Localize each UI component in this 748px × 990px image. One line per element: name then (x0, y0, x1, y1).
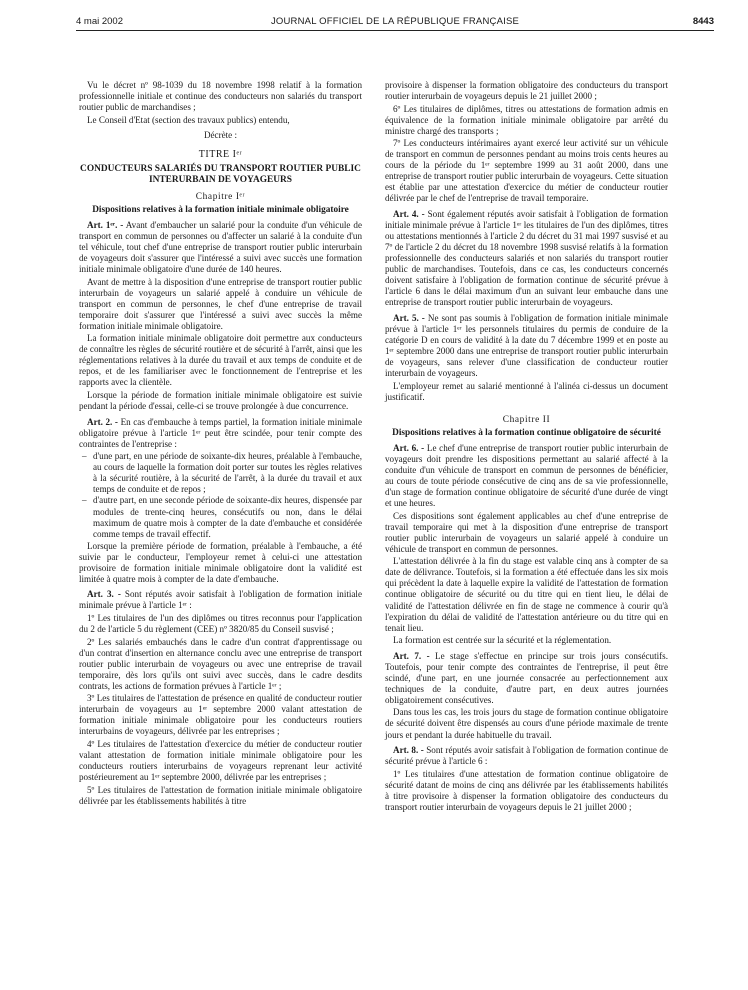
article-label: Art. 7. - (393, 650, 430, 661)
titre-label: TITRE Iᵉʳ (198, 148, 243, 160)
chapitre-label: Chapitre II (502, 414, 551, 425)
article-paragraph: Art. 6. - Le chef d'une entreprise de transport routier public interurbain de voyageurs doit prendre les dispositions permettant au salarié affecté à la conduite d'un véhicule de transport en commun de personnes de bénéficier, au cours de toute période consécutive de cinq ans de sa vie professionnelle, d'un stage de formation continue obligatoire de sécurité d'une durée de vingt et une heures. (385, 442, 668, 509)
publication-date: 4 mai 2002 (76, 16, 124, 27)
article-label: Art. 8. - (393, 745, 424, 756)
paragraph: Dans tous les cas, les trois jours du stage de formation continue obligatoire de sécurité doivent être dispensés au cours d'une période maximale de trente jours et pendant la durée habituelle du travail. (385, 707, 668, 740)
paragraph: L'employeur remet au salarié mentionné à l'alinéa ci-dessus un document justificatif. (385, 380, 668, 402)
paragraph: Lorsque la période de formation initiale minimale obligatoire est suivie pendant la période d'essai, celle-ci se trouve prolongée à due concurrence. (79, 390, 362, 412)
article-paragraph: Art. 2. - En cas d'embauche à temps partiel, la formation initiale minimale obligatoire prévue à l'article 1ᵉʳ peut être scindée, pour tenir compte des contraintes de l'entreprise : (79, 416, 362, 449)
article-label: Art. 6. - (393, 442, 425, 453)
paragraph: 5º Les titulaires de l'attestation de formation initiale minimale obligatoire délivrée par les établissements habilités à titre (79, 784, 362, 806)
article-paragraph: Art. 7. - Le stage s'effectue en principe sur trois jours consécutifs. Toutefois, pour tenir compte des contraintes de l'entreprise, il peut être scindé, d'une part, en une journée consacrée au perfectionnement aux techniques de la conduite, d'autre part, en deux autres journées obligatoirement consécutives. (385, 650, 668, 705)
titre-heading: CONDUCTEURS SALARIÉS DU TRANSPORT ROUTIER PUBLIC INTERURBAIN DE VOYAGEURS (80, 163, 361, 185)
dash-list (79, 451, 362, 539)
paragraph: 1º Les titulaires d'une attestation de formation continue obligatoire de sécurité datant de moins de cinq ans délivrée par les établissements habilités à titre provisoire à dispenser la formation obligatoire des conducteurs du transport routier interurbain de voyageurs depuis le 21 juillet 2000 ; (385, 768, 668, 812)
paragraph: Vu le décret nº 98-1039 du 18 novembre 1998 relatif à la formation professionnelle initiale et continue des conducteurs non salariés du transport routier public de marchandises ; (79, 80, 362, 113)
paragraph: L'attestation délivrée à la fin du stage est valable cinq ans à compter de sa date de délivrance. Toutefois, si la formation a été effectuée dans les six mois qui précèdent la date à laquelle expire la validité de l'attestation de formation continue obligatoire de sécurité ou du titre qui en tient lieu, le délai de validité de l'attestation délivrée en fin de stage ne commence à courir qu'à l'expiration du délai de validité de l'attestation antérieure ou du titre qui en tenait lieu. (385, 556, 668, 633)
paragraph: Lorsque la première période de formation, préalable à l'embauche, a été suivie par le conducteur, l'employeur remet à celui-ci une attestation provisoire de formation initiale minimale obligatoire dont la validité est limitée à quatre mois à compter de la date d'embauche. (79, 540, 362, 584)
article-paragraph: Art. 3. - Sont réputés avoir satisfait à l'obligation de formation initiale minimale prévue à l'article 1ᵉʳ : (79, 589, 362, 611)
paragraph: 3º Les titulaires de l'attestation de présence en qualité de conducteur routier interurbain de voyageurs au 1ᵉʳ septembre 2000 valant attestation de formation initiale minimale obligatoire pour les conducteurs routiers interurbains de voyageurs, délivrée par les entreprises ; (79, 693, 362, 737)
article-label: Art. 1ᵉʳ. - (87, 219, 124, 230)
paragraph: Le Conseil d'Etat (section des travaux publics) entendu, (87, 114, 290, 125)
article-label: Art. 2. - (87, 416, 118, 427)
chapitre-heading: Dispositions relatives à la formation continue obligatoire de sécurité (392, 427, 661, 438)
paragraph: 4º Les titulaires de l'attestation d'exercice du métier de conducteur routier valant attestation de formation initiale minimale obligatoire pour les conducteurs routiers interurbains de voyageurs reprenant leur activité postérieurement au 1ᵉʳ septembre 2000, délivrée par les entreprises ; (79, 738, 362, 783)
header-rule (76, 30, 714, 31)
paragraph: Avant de mettre à la disposition d'une entreprise de transport routier public interurbain de voyageurs un salarié appelé à conduire un véhicule de transport en commun de personnes, le chef d'une entreprise de travail temporaire doit s'assurer que l'intéressé a suivi avec succès la même formation initiale minimale obligatoire. (79, 276, 362, 331)
paragraph: 7º Les conducteurs intérimaires ayant exercé leur activité sur un véhicule de transport en commun de personnes pendant au moins trois cents heures au cours de la période du 1ᵉʳ septembre 1999 au 31 août 2000, dans une entreprise de transport routier public interurbain de voyageurs. Cette situation est établie par une attestation d'exercice du métier de conducteur routier délivrée par le chef de l'entreprise de travail temporaire. (385, 138, 668, 204)
decrete-line: Décrète : (203, 129, 238, 140)
article-paragraph: Art. 1ᵉʳ. - Avant d'embaucher un salarié pour la conduite d'un véhicule de transport en commun de personnes ou d'affecter un salarié à la conduite d'un tel véhicule, tout chef d'une entreprise de transport routier public interurbain de voyageurs doit s'assurer que l'intéressé a suivi avec succès une formation initiale minimale obligatoire d'une durée de 140 heures. (79, 219, 362, 275)
page-number: 8443 (692, 16, 714, 27)
left-column (79, 80, 362, 808)
article-paragraph: Art. 4. - Sont également réputés avoir satisfait à l'obligation de formation initiale minimale prévue à l'article 1ᵉʳ les titulaires de l'un des diplômes, titres ou attestations mentionnés à l'article 2 du décret du 31 mai 1997 susvisé et au 7º de l'article 2 du décret du 18 novembre 1998 susvisé relatifs à la formation professionnelle des conducteurs salariés et non salariés du transport routier public de marchandises. Toutefois, dans ce cas, les conducteurs concernés doivent satisfaire à l'obligation de formation continue de sécurité prévue à l'article 6 dans le délai maximum d'un an suivant leur embauche dans une entreprise de transport routier public interurbain de voyageurs. (385, 209, 668, 308)
article-label: Art. 4. - (393, 209, 425, 220)
page-header (76, 14, 714, 30)
article-label: Art. 5. - (393, 312, 425, 323)
list-item: – d'autre part, en une seconde période de soixante-dix heures, dispensée par modules de trente-cinq heures, consécutifs ou non, dans le délai maximum de quatre mois à compter de la date d'embauche et considérée comme temps de travail effectif. (93, 495, 362, 539)
list-item: – d'une part, en une période de soixante-dix heures, préalable à l'embauche, au cours de laquelle la formation doit porter sur toutes les règles relatives à la sécurité routière, à la sécurité de l'arrêt, à la durée du travail et aux temps de conduite et de repos ; (93, 451, 362, 495)
article-paragraph: Art. 8. - Sont réputés avoir satisfait à l'obligation de formation continue de sécurité prévue à l'article 6 : (385, 745, 668, 767)
chapitre-label: Chapitre Iᵉʳ (195, 191, 246, 202)
paragraph: 2º Les salariés embauchés dans le cadre d'un contrat d'apprentissage ou d'un contrat d'insertion en alternance conclu avec une entreprise de transport routier public interurbain de voyageurs ou avec une entreprise de travail temporaire, dès lors qu'ils ont suivi avec succès, dans le cadre desdits contrats, les actions de formation prévues à l'article 1ᵉʳ ; (79, 636, 362, 691)
right-column (385, 80, 668, 814)
paragraph: Ces dispositions sont également applicables au chef d'une entreprise de travail temporaire qui met à la disposition d'une entreprise de transport routier public interurbain de voyageurs un salarié appelé à conduire un véhicule de transport en commun de personnes. (385, 510, 668, 554)
journal-title: JOURNAL OFFICIEL DE LA RÉPUBLIQUE FRANÇAISE (270, 16, 520, 27)
paragraph: 1º Les titulaires de l'un des diplômes ou titres reconnus pour l'application du 2 de l'article 5 du règlement (CEE) nº 3820/85 du Conseil susvisé ; (79, 612, 362, 634)
chapitre-heading: Dispositions relatives à la formation initiale minimale obligatoire (92, 204, 349, 215)
article-label: Art. 3. - (87, 589, 121, 600)
paragraph: La formation initiale minimale obligatoire doit permettre aux conducteurs de connaître les règles de sécurité routière et de sécurité à l'arrêt, ainsi que les réglementations relatives à la durée du travail et aux temps de conduite et de repos, et de les familiariser avec le fonctionnement de l'entreprise et les rapports avec la clientèle. (79, 333, 362, 388)
article-paragraph: Art. 5. - Ne sont pas soumis à l'obligation de formation initiale minimale prévue à l'article 1ᵉʳ les personnels titulaires du permis de conduire de la catégorie D en cours de validité à la date du 7 décembre 1999 et en poste au 1ᵉʳ septembre 2000 dans une entreprise de transport routier public interurbain de voyageurs, sans relever d'une classification de conducteur routier interurbain de voyageurs. (385, 312, 668, 379)
paragraph: La formation est centrée sur la sécurité et la réglementation. (393, 635, 612, 646)
paragraph: provisoire à dispenser la formation obligatoire des conducteurs du transport routier interurbain de voyageurs depuis le 21 juillet 2000 ; (385, 80, 668, 102)
paragraph: 6º Les titulaires de diplômes, titres ou attestations de formation admis en équivalence de la formation initiale minimale obligatoire par arrêté du ministre chargé des transports ; (385, 103, 668, 136)
